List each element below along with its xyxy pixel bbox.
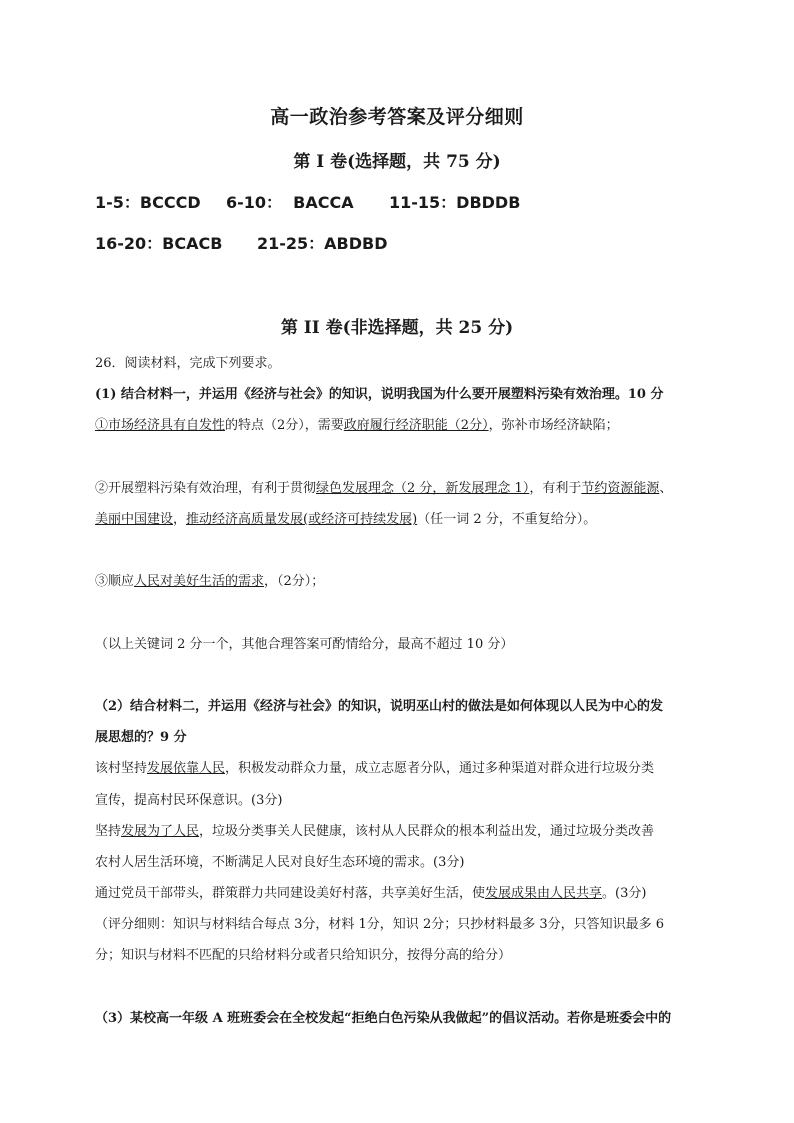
- answer-text: ，垃圾分类事关人民健康，该村从人民群众的根本利益出发，通过垃圾分类改善: [199, 824, 655, 839]
- answer-text: ，有利于: [529, 481, 582, 496]
- question-26-3-prompt: （3）某校高一年级 A 班班委会在全校发起“拒绝白色污染从我做起”的倡议活动。若你是班委会中的: [95, 1011, 672, 1026]
- answer-group-1-5: 1-5：BCCCD: [95, 193, 201, 212]
- answer-keyword: 推动经济高质量发展(或经济可持续发展): [186, 512, 418, 527]
- answer-group-21-25: 21-25：ABDBD: [257, 234, 388, 253]
- answer-26-1-point-1: [95, 414, 619, 433]
- answer-keyword: 绿色发展理念（2 分，新发展理念 1）: [316, 481, 530, 496]
- answer-text: ，: [173, 512, 187, 527]
- answer-group-6-10: 6-10： BACCA: [226, 193, 354, 212]
- question-26-1-prompt: (1) 结合材料一，并运用《经济与社会》的知识，说明我国为什么要开展塑料污染有效治理。10 分: [95, 387, 664, 402]
- answer-group-11-15: 11-15：DBDDB: [389, 193, 521, 212]
- answer-text: 通过党员干部带头，群策群力共同建设美好村落，共享美好生活，使: [95, 886, 486, 901]
- answer-text: ③顺应: [95, 574, 135, 589]
- answer-text: 坚持: [95, 824, 122, 839]
- answer-text: ，积极发动群众力量，成立志愿者分队，通过多种渠道对群众进行垃圾分类: [225, 761, 655, 776]
- question-26-2-prompt: （2）结合材料二，并运用《经济与社会》的知识，说明巫山村的做法是如何体现以人民为中心的发: [95, 699, 664, 714]
- section-1-heading: 第 I 卷(选择题，共 75 分): [293, 152, 501, 172]
- answer-keyword: 政府履行经济职能（2分）: [343, 418, 489, 433]
- answer-text: ，（2分）；: [264, 574, 325, 589]
- scoring-note-26-2-cont: 分；知识与材料不匹配的只给材料分或者只给知识分，按得分高的给分）: [95, 948, 512, 963]
- answer-keyword: 节约资源能源: [581, 481, 660, 496]
- answer-keyword: 发展为了人民: [121, 824, 200, 839]
- answer-keyword: 人民对美好生活的需求: [134, 574, 265, 589]
- answer-group-16-20: 16-20：BCACB: [95, 234, 223, 253]
- answer-text: 该村坚持: [95, 761, 148, 776]
- answer-keyword: 发展成果由人民共享: [485, 886, 603, 901]
- scoring-note-26-1: （以上关键词 2 分一个，其他合理答案可酌情给分，最高不超过 10 分）: [95, 637, 514, 652]
- answer-26-1-point-3: [95, 570, 324, 589]
- scoring-note-26-2: （评分细则：知识与材料结合每点 3分，材料 1分，知识 2分；只抄材料最多 3分，只答知识最多 6: [95, 917, 665, 932]
- answer-keyword: 发展依靠人民: [147, 761, 226, 776]
- answer-26-2-point-1: [95, 757, 654, 776]
- answer-26-2-point-3: [95, 882, 646, 901]
- answer-text: 、: [659, 481, 673, 496]
- answer-26-1-point-2: [95, 477, 672, 496]
- answer-text: ，弥补市场经济缺陷；: [488, 418, 619, 433]
- answer-text: 的特点（2分），需要: [225, 418, 344, 433]
- answer-text: （任一词 2 分，不重复给分）。: [417, 512, 597, 527]
- answer-text: ②开展塑料污染有效治理，有利于贯彻: [95, 481, 317, 496]
- answer-26-1-point-2-cont: [95, 508, 596, 527]
- answer-text: 。(3分): [602, 886, 647, 901]
- answer-keyword: ①市场经济具有自发性: [95, 418, 226, 433]
- answer-keyword: 美丽中国建设: [95, 512, 174, 527]
- question-26-heading: 26．阅读材料，完成下列要求。: [95, 356, 281, 371]
- answer-26-2-point-1-cont: 宣传，提高村民环保意识。(3分): [95, 793, 283, 808]
- question-26-2-prompt-cont: 展思想的？9 分: [95, 730, 187, 745]
- section-2-heading: 第 II 卷(非选择题，共 25 分): [280, 318, 514, 338]
- page-title: 高一政治参考答案及评分细则: [270, 106, 524, 128]
- answer-26-2-point-2: [95, 820, 654, 839]
- answer-26-2-point-2-cont: 农村人居生活环境，不断满足人民对良好生态环境的需求。(3分): [95, 855, 465, 870]
